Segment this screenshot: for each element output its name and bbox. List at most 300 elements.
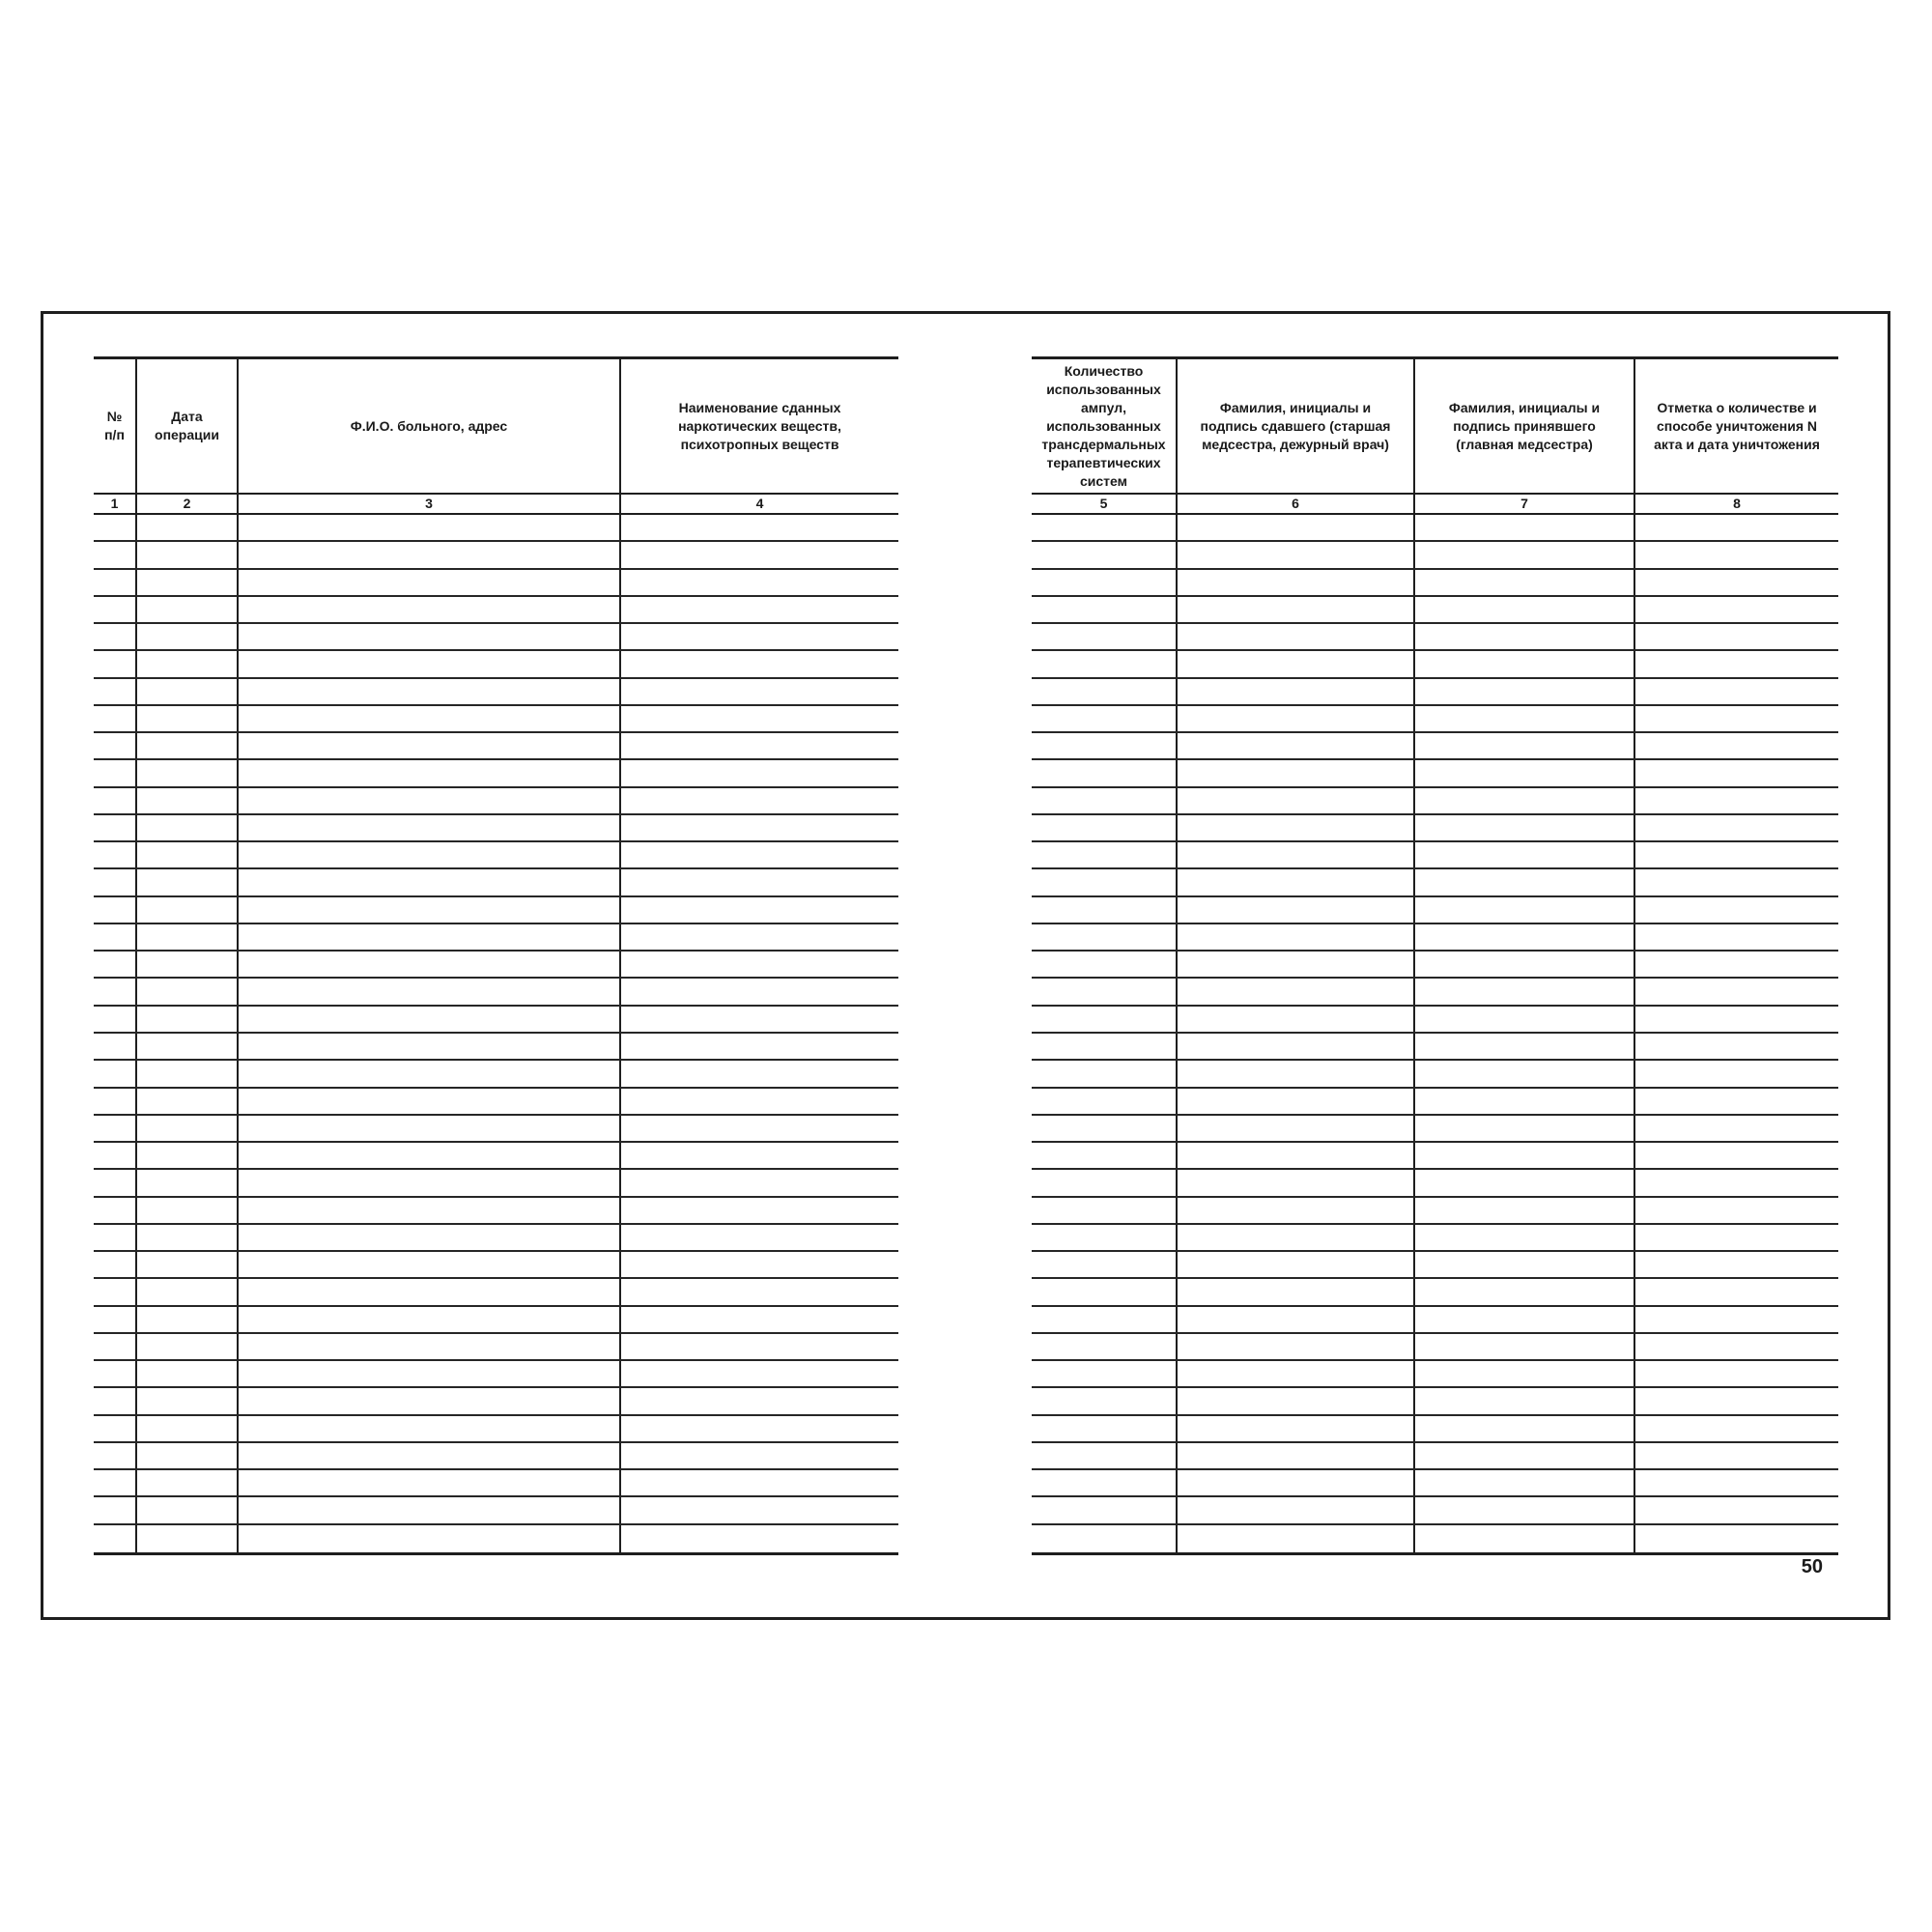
empty-cell — [239, 815, 621, 840]
empty-cell — [1178, 788, 1415, 813]
empty-cell — [1635, 1334, 1838, 1359]
empty-cell — [621, 1279, 898, 1304]
table-row — [94, 733, 898, 760]
empty-cell — [1178, 1416, 1415, 1441]
empty-cell — [1032, 1416, 1178, 1441]
empty-cell — [621, 1170, 898, 1195]
empty-cell — [1635, 706, 1838, 731]
column-header-4: Наименование сданных наркотических веществ, психотропных веществ — [678, 399, 841, 452]
table-row — [1032, 1470, 1838, 1497]
table-row — [94, 1143, 898, 1170]
empty-cell — [1032, 1388, 1178, 1413]
empty-cell — [1178, 952, 1415, 977]
table-row — [1032, 760, 1838, 787]
empty-cell — [1635, 679, 1838, 704]
column-number-4: 4 — [755, 496, 764, 511]
empty-cell — [1415, 515, 1635, 540]
table-row — [1032, 1034, 1838, 1061]
empty-cell — [1415, 952, 1635, 977]
empty-cell — [621, 1388, 898, 1413]
empty-cell — [1635, 733, 1838, 758]
empty-cell — [621, 1198, 898, 1223]
column-number-6: 6 — [1178, 495, 1415, 513]
column-header-2: Дата операции — [137, 359, 239, 493]
empty-cell — [239, 924, 621, 950]
table-row — [94, 597, 898, 624]
empty-cell — [621, 897, 898, 923]
empty-cell — [621, 542, 898, 567]
empty-cell — [1415, 869, 1635, 895]
table-row — [1032, 952, 1838, 979]
empty-cell — [621, 1007, 898, 1032]
empty-cell — [137, 1252, 239, 1277]
empty-cell — [621, 788, 898, 813]
empty-cell — [621, 1497, 898, 1522]
empty-cell — [1032, 1361, 1178, 1386]
table-row — [1032, 624, 1838, 651]
empty-cell — [1178, 924, 1415, 950]
column-header-5: Количество использованных ампул, использованных трансдермальных терапевтических систем — [1032, 359, 1178, 493]
empty-cell — [621, 842, 898, 867]
empty-cell — [239, 733, 621, 758]
empty-cell — [1635, 624, 1838, 649]
table-row — [94, 1307, 898, 1334]
empty-cell — [137, 1225, 239, 1250]
empty-cell — [621, 733, 898, 758]
table-row — [94, 1416, 898, 1443]
empty-cell — [1032, 1143, 1178, 1168]
empty-cell — [94, 651, 137, 676]
empty-cell — [94, 1116, 137, 1141]
table-row — [94, 1279, 898, 1306]
empty-cell — [1178, 1170, 1415, 1195]
empty-cell — [239, 1307, 621, 1332]
empty-cell — [94, 1170, 137, 1195]
table-row — [1032, 1279, 1838, 1306]
empty-cell — [94, 1334, 137, 1359]
empty-cell — [1032, 842, 1178, 867]
page-number: 50 — [1801, 1556, 1823, 1577]
empty-cell — [1415, 1034, 1635, 1059]
empty-cell — [1415, 1497, 1635, 1522]
empty-cell — [1178, 570, 1415, 595]
empty-cell — [239, 1497, 621, 1522]
table-row — [1032, 1497, 1838, 1524]
empty-cell — [1178, 869, 1415, 895]
table-row — [1032, 924, 1838, 952]
empty-cell — [1415, 979, 1635, 1004]
table-row — [1032, 979, 1838, 1006]
empty-cell — [1178, 706, 1415, 731]
empty-cell — [1415, 924, 1635, 950]
empty-cell — [1415, 1416, 1635, 1441]
table-body — [1032, 515, 1838, 1555]
empty-cell — [621, 924, 898, 950]
empty-cell — [1032, 1252, 1178, 1277]
empty-cell — [1635, 542, 1838, 567]
empty-cell — [94, 952, 137, 977]
table-row — [94, 706, 898, 733]
empty-cell — [621, 1116, 898, 1141]
column-number-3: 3 — [239, 495, 621, 513]
empty-cell — [94, 515, 137, 540]
empty-cell — [621, 1416, 898, 1441]
table-row — [1032, 570, 1838, 597]
empty-cell — [1635, 515, 1838, 540]
table-row — [94, 651, 898, 678]
empty-cell — [1415, 788, 1635, 813]
table-row — [94, 1252, 898, 1279]
empty-cell — [137, 542, 239, 567]
empty-cell — [621, 1307, 898, 1332]
empty-cell — [137, 952, 239, 977]
empty-cell — [94, 1061, 137, 1086]
empty-cell — [239, 570, 621, 595]
empty-cell — [1635, 597, 1838, 622]
empty-cell — [94, 1252, 137, 1277]
table-row — [1032, 897, 1838, 924]
table-row — [94, 1525, 898, 1552]
empty-cell — [1178, 624, 1415, 649]
empty-cell — [137, 570, 239, 595]
table-row — [1032, 679, 1838, 706]
empty-cell — [239, 1252, 621, 1277]
table-row — [94, 952, 898, 979]
empty-cell — [94, 788, 137, 813]
table-row — [1032, 1089, 1838, 1116]
empty-cell — [1415, 624, 1635, 649]
empty-cell — [1635, 1252, 1838, 1277]
empty-cell — [1415, 1116, 1635, 1141]
empty-cell — [1032, 1225, 1178, 1250]
empty-cell — [94, 760, 137, 785]
empty-cell — [1032, 788, 1178, 813]
table-row — [1032, 869, 1838, 896]
empty-cell — [1635, 760, 1838, 785]
empty-cell — [137, 1443, 239, 1468]
empty-cell — [137, 897, 239, 923]
empty-cell — [621, 1334, 898, 1359]
empty-cell — [94, 1034, 137, 1059]
empty-cell — [1635, 1525, 1838, 1552]
empty-cell — [137, 515, 239, 540]
empty-cell — [1178, 897, 1415, 923]
empty-cell — [94, 1279, 137, 1304]
empty-cell — [137, 1089, 239, 1114]
empty-cell — [239, 1198, 621, 1223]
empty-cell — [621, 597, 898, 622]
empty-cell — [94, 1007, 137, 1032]
empty-cell — [1415, 1307, 1635, 1332]
empty-cell — [94, 597, 137, 622]
journal-table-left-page — [94, 356, 898, 1555]
table-row — [1032, 1307, 1838, 1334]
empty-cell — [1635, 1007, 1838, 1032]
column-number-5: 5 — [1032, 495, 1178, 513]
table-row — [94, 1034, 898, 1061]
empty-cell — [239, 1388, 621, 1413]
column-number-7: 7 — [1415, 495, 1635, 513]
empty-cell — [1635, 1279, 1838, 1304]
table-row — [94, 842, 898, 869]
empty-cell — [1032, 1443, 1178, 1468]
empty-cell — [239, 515, 621, 540]
empty-cell — [1635, 1143, 1838, 1168]
empty-cell — [1178, 1061, 1415, 1086]
empty-cell — [1178, 842, 1415, 867]
empty-cell — [94, 624, 137, 649]
empty-cell — [1415, 542, 1635, 567]
empty-cell — [1178, 542, 1415, 567]
empty-cell — [1635, 1116, 1838, 1141]
empty-cell — [1032, 897, 1178, 923]
empty-cell — [1032, 624, 1178, 649]
empty-cell — [239, 788, 621, 813]
empty-cell — [1032, 1279, 1178, 1304]
empty-cell — [1178, 1116, 1415, 1141]
empty-cell — [1178, 1388, 1415, 1413]
empty-cell — [239, 1007, 621, 1032]
empty-cell — [137, 1334, 239, 1359]
empty-cell — [1032, 869, 1178, 895]
empty-cell — [1032, 597, 1178, 622]
empty-cell — [239, 1225, 621, 1250]
empty-cell — [1635, 924, 1838, 950]
empty-cell — [1415, 651, 1635, 676]
empty-cell — [239, 979, 621, 1004]
empty-cell — [1635, 897, 1838, 923]
empty-cell — [137, 651, 239, 676]
table-row — [1032, 706, 1838, 733]
empty-cell — [1635, 570, 1838, 595]
empty-cell — [239, 597, 621, 622]
empty-cell — [1032, 1170, 1178, 1195]
table-row — [94, 542, 898, 569]
empty-cell — [94, 1307, 137, 1332]
empty-cell — [137, 1388, 239, 1413]
empty-cell — [1415, 842, 1635, 867]
column-number-1: 1 — [94, 495, 137, 513]
empty-cell — [239, 706, 621, 731]
empty-cell — [621, 1525, 898, 1552]
table-row — [94, 679, 898, 706]
empty-cell — [239, 1279, 621, 1304]
empty-cell — [1635, 869, 1838, 895]
empty-cell — [1178, 733, 1415, 758]
empty-cell — [1415, 1061, 1635, 1086]
empty-cell — [239, 1170, 621, 1195]
table-row — [1032, 542, 1838, 569]
table-row — [94, 1388, 898, 1415]
table-row — [1032, 1252, 1838, 1279]
empty-cell — [1415, 1525, 1635, 1552]
empty-cell — [621, 1470, 898, 1495]
table-row — [1032, 1361, 1838, 1388]
empty-cell — [621, 1443, 898, 1468]
empty-cell — [1178, 1470, 1415, 1495]
empty-cell — [1415, 706, 1635, 731]
empty-cell — [1415, 1443, 1635, 1468]
empty-cell — [621, 651, 898, 676]
table-row — [94, 1061, 898, 1088]
table-row — [94, 788, 898, 815]
table-row — [1032, 815, 1838, 842]
table-row — [94, 815, 898, 842]
empty-cell — [137, 1470, 239, 1495]
column-header-1: № п/п — [94, 359, 137, 493]
empty-cell — [1032, 760, 1178, 785]
empty-cell — [621, 1143, 898, 1168]
table-row — [1032, 1334, 1838, 1361]
empty-cell — [239, 1416, 621, 1441]
empty-cell — [1032, 542, 1178, 567]
table-row — [94, 570, 898, 597]
table-row — [1032, 1116, 1838, 1143]
empty-cell — [137, 869, 239, 895]
table-row — [1032, 1170, 1838, 1197]
empty-cell — [1178, 1198, 1415, 1223]
table-row — [94, 1089, 898, 1116]
table-row — [94, 1198, 898, 1225]
empty-cell — [137, 706, 239, 731]
empty-cell — [94, 1089, 137, 1114]
table-row — [1032, 733, 1838, 760]
empty-cell — [621, 815, 898, 840]
empty-cell — [239, 952, 621, 977]
empty-cell — [137, 679, 239, 704]
table-row — [1032, 1007, 1838, 1034]
empty-cell — [1032, 570, 1178, 595]
empty-cell — [239, 1525, 621, 1552]
table-row — [1032, 1225, 1838, 1252]
empty-cell — [1635, 1416, 1838, 1441]
empty-cell — [94, 1497, 137, 1522]
empty-cell — [1032, 1470, 1178, 1495]
empty-cell — [1635, 1361, 1838, 1386]
empty-cell — [1635, 979, 1838, 1004]
empty-cell — [1178, 1334, 1415, 1359]
empty-cell — [1635, 815, 1838, 840]
empty-cell — [1415, 1089, 1635, 1114]
table-row — [1032, 1416, 1838, 1443]
empty-cell — [1178, 1497, 1415, 1522]
empty-cell — [94, 1525, 137, 1552]
empty-cell — [1415, 597, 1635, 622]
table-row — [94, 1116, 898, 1143]
empty-cell — [1032, 952, 1178, 977]
empty-cell — [1178, 1225, 1415, 1250]
empty-cell — [239, 760, 621, 785]
empty-cell — [1415, 1279, 1635, 1304]
table-row — [1032, 597, 1838, 624]
table-body — [94, 515, 898, 1555]
empty-cell — [1178, 1525, 1415, 1552]
empty-cell — [94, 1361, 137, 1386]
header-row — [1032, 359, 1838, 495]
table-row — [1032, 515, 1838, 542]
empty-cell — [239, 624, 621, 649]
column-numbers-row — [1032, 495, 1838, 515]
table-row — [94, 1170, 898, 1197]
empty-cell — [621, 869, 898, 895]
empty-cell — [1178, 515, 1415, 540]
empty-cell — [1178, 679, 1415, 704]
empty-cell — [137, 760, 239, 785]
empty-cell — [1415, 1252, 1635, 1277]
empty-cell — [94, 815, 137, 840]
table-row — [94, 1443, 898, 1470]
empty-cell — [1635, 842, 1838, 867]
empty-cell — [1415, 679, 1635, 704]
empty-cell — [1178, 1307, 1415, 1332]
empty-cell — [1415, 1388, 1635, 1413]
empty-cell — [239, 542, 621, 567]
empty-cell — [239, 679, 621, 704]
empty-cell — [137, 788, 239, 813]
empty-cell — [1178, 1034, 1415, 1059]
empty-cell — [239, 842, 621, 867]
table-row — [94, 624, 898, 651]
empty-cell — [94, 1388, 137, 1413]
empty-cell — [1415, 760, 1635, 785]
empty-cell — [1415, 1007, 1635, 1032]
empty-cell — [1178, 597, 1415, 622]
empty-cell — [1178, 979, 1415, 1004]
empty-cell — [94, 1143, 137, 1168]
empty-cell — [1178, 1089, 1415, 1114]
empty-cell — [621, 1061, 898, 1086]
empty-cell — [1178, 1007, 1415, 1032]
empty-cell — [94, 979, 137, 1004]
empty-cell — [1415, 733, 1635, 758]
empty-cell — [94, 1225, 137, 1250]
table-row — [94, 1007, 898, 1034]
table-row — [1032, 1198, 1838, 1225]
empty-cell — [137, 1034, 239, 1059]
empty-cell — [137, 733, 239, 758]
empty-cell — [1635, 1061, 1838, 1086]
empty-cell — [239, 1470, 621, 1495]
column-header-7: Фамилия, инициалы и подпись принявшего (главная медсестра) — [1415, 359, 1635, 493]
empty-cell — [621, 1034, 898, 1059]
empty-cell — [1032, 1116, 1178, 1141]
empty-cell — [137, 1361, 239, 1386]
empty-cell — [239, 897, 621, 923]
empty-cell — [94, 1198, 137, 1223]
empty-cell — [1178, 1252, 1415, 1277]
empty-cell — [1415, 1361, 1635, 1386]
empty-cell — [1635, 788, 1838, 813]
empty-cell — [621, 979, 898, 1004]
empty-cell — [1635, 651, 1838, 676]
empty-cell — [1178, 760, 1415, 785]
empty-cell — [1635, 1443, 1838, 1468]
empty-cell — [1635, 1497, 1838, 1522]
empty-cell — [1415, 815, 1635, 840]
empty-cell — [621, 570, 898, 595]
empty-cell — [621, 1252, 898, 1277]
empty-cell — [137, 1116, 239, 1141]
journal-table-right-page — [1032, 356, 1838, 1555]
empty-cell — [1032, 1198, 1178, 1223]
header-row — [94, 359, 898, 495]
empty-cell — [1415, 1143, 1635, 1168]
table-row — [1032, 1525, 1838, 1552]
empty-cell — [239, 1116, 621, 1141]
empty-cell — [1415, 1198, 1635, 1223]
empty-cell — [137, 1198, 239, 1223]
empty-cell — [621, 679, 898, 704]
